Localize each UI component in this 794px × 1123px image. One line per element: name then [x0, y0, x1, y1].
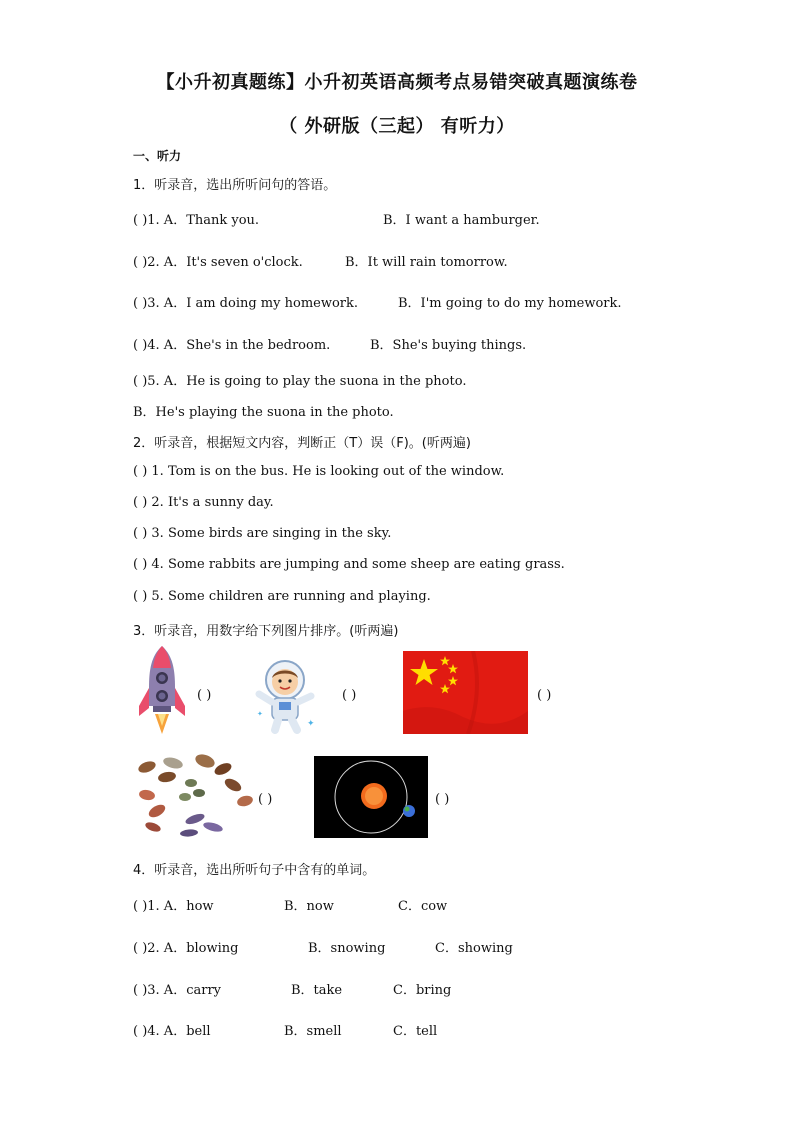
q1-item-1-option-b: B．I want a hamburger.	[383, 213, 540, 228]
q4-item-4-option-c: C．tell	[393, 1024, 438, 1039]
q1-item-5-option-b: B．He's playing the suona in the photo.	[133, 405, 394, 420]
q1-item-4: ( )4. A．She's in the bedroom.	[133, 338, 331, 353]
q2-item-4: ( ) 4. Some rabbits are jumping and some sheep are eating grass.	[133, 557, 565, 572]
section-heading-listening: 一、听力	[133, 149, 182, 163]
q2-item-2: ( ) 2. It's a sunny day.	[133, 495, 274, 510]
q2-prompt: 2．听录音，根据短文内容，判断正（T）误（F)。(听两遍)	[133, 436, 471, 451]
seeds-picture	[133, 753, 255, 839]
q4-item-1-option-b: B．now	[284, 899, 334, 914]
q1-prompt: 1．听录音，选出所听问句的答语。	[133, 178, 337, 193]
q4-item-3-option-c: C．bring	[393, 983, 452, 998]
astronaut-picture	[255, 656, 317, 734]
q4-item-3: ( )3. A．carry	[133, 983, 222, 998]
q3-blank-astronaut[interactable]: ( )	[342, 688, 357, 703]
q4-item-3-option-b: B．take	[291, 983, 343, 998]
paper-subtitle: （ 外研版（三起） 有听力）	[279, 116, 515, 137]
q4-item-4-option-b: B．smell	[284, 1024, 342, 1039]
q4-item-4: ( )4. A．bell	[133, 1024, 211, 1039]
q4-item-1-option-c: C．cow	[398, 899, 448, 914]
q3-blank-seeds[interactable]: ( )	[258, 792, 273, 807]
q1-item-4-option-b: B．She's buying things.	[370, 338, 527, 353]
svg-text:✦: ✦	[257, 710, 263, 718]
q3-prompt: 3．听录音，用数字给下列图片排序。(听两遍)	[133, 624, 399, 639]
q4-item-2-option-c: C．showing	[435, 941, 513, 956]
q3-blank-solar-system[interactable]: ( )	[435, 792, 450, 807]
q4-prompt: 4．听录音，选出所听句子中含有的单词。	[133, 863, 376, 878]
q1-item-5: ( )5. A．He is going to play the suona in the photo.	[133, 374, 467, 389]
q2-item-3: ( ) 3. Some birds are singing in the sky.	[133, 526, 392, 541]
q3-blank-flag[interactable]: ( )	[537, 688, 552, 703]
q3-blank-rocket[interactable]: ( )	[197, 688, 212, 703]
q1-item-3: ( )3. A．I am doing my homework.	[133, 296, 359, 311]
q4-item-1: ( )1. A．how	[133, 899, 214, 914]
svg-text:✦: ✦	[307, 719, 315, 729]
rocket-picture	[137, 644, 187, 736]
q4-item-2-option-b: B．snowing	[308, 941, 386, 956]
q1-item-1: ( )1. A．Thank you.	[133, 213, 260, 228]
paper-title: 【小升初真题练】小升初英语高频考点易错突破真题演练卷	[156, 72, 638, 93]
q1-item-2-option-b: B．It will rain tomorrow.	[345, 255, 508, 270]
chinese-flag-picture	[403, 651, 528, 734]
solar-system-picture	[314, 756, 428, 838]
q4-item-2: ( )2. A．blowing	[133, 941, 239, 956]
q1-item-2: ( )2. A．It's seven o'clock.	[133, 255, 303, 270]
q2-item-5: ( ) 5. Some children are running and playing.	[133, 589, 431, 604]
q1-item-3-option-b: B．I'm going to do my homework.	[398, 296, 622, 311]
q2-item-1: ( ) 1. Tom is on the bus. He is looking out of the window.	[133, 464, 505, 479]
